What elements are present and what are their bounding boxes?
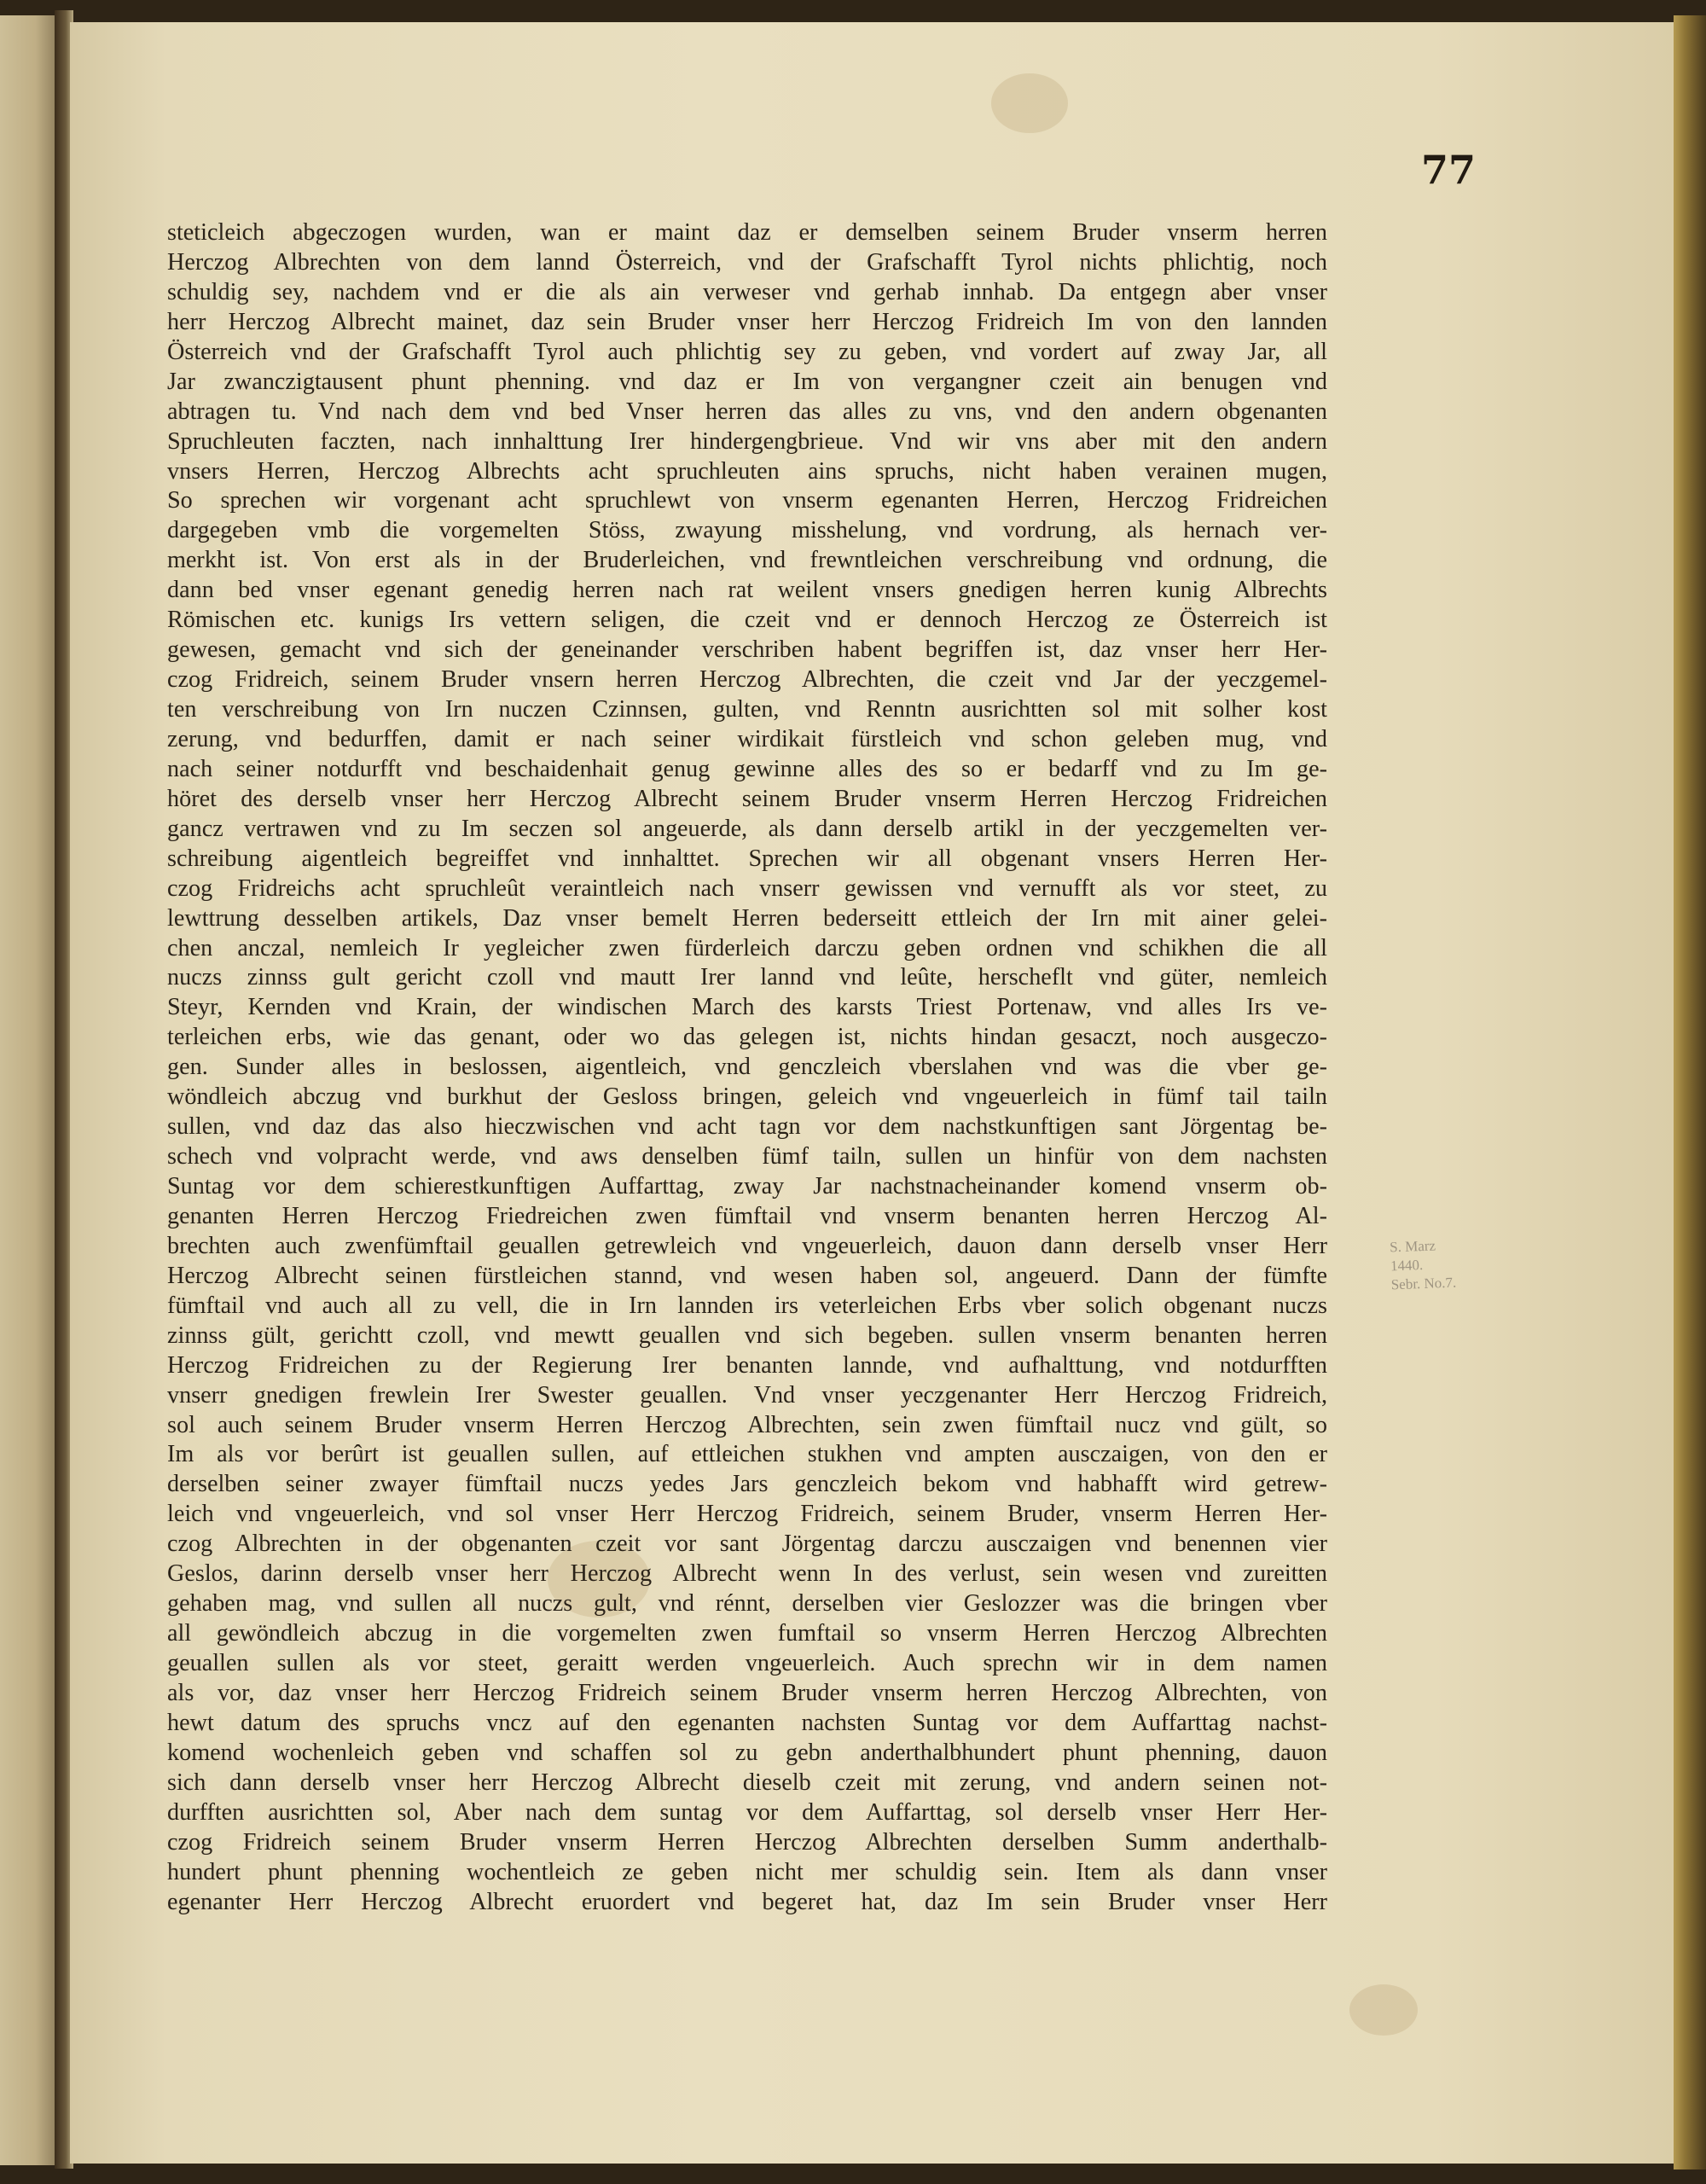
text-line: komend wochenleich geben vnd schaffen sol zu gebn anderthalbhundert phunt phenning, dauon xyxy=(167,1739,1327,1766)
text-line: schech vnd volpracht werde, vnd aws denselben fümf tailn, sullen un hinfür von dem nachsten xyxy=(167,1143,1327,1170)
text-line: all gewöndleich abczug in die vorgemelten zwen fumftail so vnserm Herren Herczog Albrechten xyxy=(167,1620,1327,1647)
text-line: Geslos, darinn derselb vnser herr Herczog Albrecht wenn In des verlust, sein wesen vnd zureitten xyxy=(167,1560,1327,1588)
text-line: merkht ist. Von erst als in der Bruderleichen, vnd frewntleichen verschreibung vnd ordnung, die xyxy=(167,547,1327,574)
text-line: nuczs zinnss gult gericht czoll vnd mautt Irer lannd vnd leûte, herscheflt vnd güter, nemleich xyxy=(167,964,1327,991)
text-line: zinnss gült, gerichtt czoll, vnd mewtt geuallen vnd sich begeben. sullen vnserm benanten herren xyxy=(167,1321,1327,1349)
faded-marginal-note xyxy=(1390,1236,1457,1295)
text-line: sich dann derselb vnser herr Herczog Albrecht dieselb czeit mit zerung, vnd andern seinen not- xyxy=(167,1769,1327,1796)
text-line: abtragen tu. Vnd nach dem vnd bed Vnser herren das alles zu vns, vnd den andern obgenanten xyxy=(167,398,1327,425)
text-line: terleichen erbs, wie das genant, oder wo das gelegen ist, nichts hindan gesaczt, noch ausgeczo- xyxy=(167,1024,1327,1051)
text-line: nach seiner notdurfft vnd beschaidenhait genug gewinne alles des so er bedarff vnd zu Im ge- xyxy=(167,755,1327,782)
text-line: Österreich vnd der Grafschafft Tyrol auch phlichtig sey zu geben, vnd vordert auf zway Jar, all xyxy=(167,338,1327,365)
text-line: vnsers Herren, Herczog Albrechts acht spruchleuten ains spruchs, nicht haben verainen mugen, xyxy=(167,457,1327,485)
body-text xyxy=(167,218,1327,1947)
text-line: leich vnd vngeuerleich, vnd sol vnser Herr Herczog Fridreich, seinem Bruder, vnserm Herren Her- xyxy=(167,1501,1327,1528)
marginal-note-line: Sebr. No.7. xyxy=(1390,1274,1457,1293)
text-line: sullen, vnd daz das also hieczwischen vnd acht tagn vor dem nachstkunftigen sant Jörgentag be- xyxy=(167,1113,1327,1141)
page-number: 77 xyxy=(1421,147,1477,193)
text-line: lewttrung desselben artikels, Daz vnser bemelt Herren bederseitt ettleich der Irn mit ainer gelei- xyxy=(167,904,1327,932)
text-line: gehaben mag, vnd sullen all nuczs gult, vnd rénnt, derselben vier Geslozzer was die bringen vber xyxy=(167,1590,1327,1618)
text-line: czog Fridreichs acht spruchleût veraintleich nach vnserr gewissen vnd vernufft als vor steet, zu xyxy=(167,874,1327,902)
text-line: Herczog Fridreichen zu der Regierung Irer benanten lannde, vnd aufhalttung, vnd notdurfften xyxy=(167,1351,1327,1379)
marginal-note-line: 1440. xyxy=(1390,1257,1424,1275)
text-line: sol auch seinem Bruder vnserm Herren Herczog Albrechten, sein zwen fümftail nucz vnd gült, so xyxy=(167,1411,1327,1438)
text-line: Suntag vor dem schierestkunftigen Auffarttag, zway Jar nachstnacheinander komend vnserm ob- xyxy=(167,1173,1327,1199)
text-line: schuldig sey, nachdem vnd er die als ain verweser vnd gerhab innhab. Da entgegn aber vnser xyxy=(167,278,1327,305)
text-line: genanten Herren Herczog Friedreichen zwen fümftail vnd vnserm benanten herren Herczog Al- xyxy=(167,1202,1327,1229)
text-line: gen. Sunder alles in beslossen, aigentleich, vnd genczleich vberslahen vnd was die vber ge- xyxy=(167,1054,1327,1081)
left-page-edge xyxy=(0,15,60,2165)
text-line: herr Herczog Albrecht mainet, daz sein Bruder vnser herr Herczog Fridreich Im von den lannden xyxy=(167,308,1327,335)
text-line: hundert phunt phenning wochentleich ze geben nicht mer schuldig sein. Item als dann vnser xyxy=(167,1858,1327,1885)
text-line: geuallen sullen als vor steet, geraitt werden vngeuerleich. Auch sprechn wir in dem namen xyxy=(167,1650,1327,1676)
text-line: zerung, vnd bedurffen, damit er nach seiner wirdikait fürstleich vnd schon geleben mug, vnd xyxy=(167,725,1327,752)
text-line: derselben seiner zwayer fümftail nuczs yedes Jars genczleich bekom vnd habhafft wird getrew- xyxy=(167,1471,1327,1498)
text-line: gewesen, gemacht vnd sich der geneinander verschriben habent begriffen ist, daz vnser herr Her- xyxy=(167,636,1327,664)
text-line: Steyr, Kernden vnd Krain, der windischen March des karsts Triest Portenaw, vnd alles Irs ve- xyxy=(167,994,1327,1021)
paper-stain xyxy=(1349,1984,1418,2036)
text-line: Spruchleuten faczten, nach innhalttung Irer hindergengbrieue. Vnd wir vns aber mit den andern xyxy=(167,427,1327,455)
text-line: brechten auch zwenfümftail geuallen getrewleich vnd vngeuerleich, dauon dann derselb vnser Herr xyxy=(167,1232,1327,1259)
text-line xyxy=(167,1917,1327,1947)
text-line: Römischen etc. kunigs Irs vettern seligen, die czeit vnd er dennoch Herczog ze Österreich ist xyxy=(167,607,1327,634)
text-line: schreibung aigentleich begreiffet vnd innhalttet. Sprechen wir all obgenant vnsers Herren Her- xyxy=(167,845,1327,872)
text-line: vnserr gnedigen frewlein Irer Swester geuallen. Vnd vnser yeczgenanter Herr Herczog Fridreich, xyxy=(167,1381,1327,1409)
page-edge-gilt xyxy=(1674,15,1706,2169)
text-line: höret des derselb vnser herr Herczog Albrecht seinem Bruder vnserm Herren Herczog Fridreichen xyxy=(167,785,1327,812)
text-line: egenanter Herr Herczog Albrecht eruordert vnd begeret hat, daz Im sein Bruder vnser Herr xyxy=(167,1888,1327,1915)
text-line: chen anczal, nemleich Ir yegleicher zwen fürderleich darczu geben ordnen vnd schikhen die all xyxy=(167,934,1327,961)
marginal-note-line: S. Marz xyxy=(1389,1237,1436,1256)
text-line: czog Albrechten in der obgenanten czeit vor sant Jörgentag darczu ausczaigen vnd benennen vier xyxy=(167,1531,1327,1558)
text-line: Herczog Albrecht seinen fürstleichen stannd, vnd wesen haben sol, angeuerd. Dann der fümfte xyxy=(167,1262,1327,1289)
text-line: Herczog Albrechten von dem lannd Österreich, vnd der Grafschafft Tyrol nichts phlichtig, noch xyxy=(167,248,1327,276)
text-line: dargegeben vmb die vorgemelten Stöss, zwayung misshelung, vnd vordrung, als hernach ver- xyxy=(167,517,1327,544)
text-line: wöndleich abczug vnd burkhut der Gesloss bringen, geleich vnd vngeuerleich in fümf tail tailn xyxy=(167,1083,1327,1111)
text-line: gancz vertrawen vnd zu Im seczen sol angeuerde, als dann derselb artikl in der yeczgemelten ver- xyxy=(167,815,1327,842)
text-line: dann bed vnser egenant genedig herren nach rat weilent vnsers gnedigen herren kunig Albrechts xyxy=(167,577,1327,604)
text-line: als vor, daz vnser herr Herczog Fridreich seinem Bruder vnserm herren Herczog Albrechten, von xyxy=(167,1679,1327,1706)
text-line: So sprechen wir vorgenant acht spruchlewt von vnserm egenanten Herren, Herczog Fridreichen xyxy=(167,487,1327,514)
text-line: czog Fridreich, seinem Bruder vnsern herren Herczog Albrechten, die czeit vnd Jar der yeczgemel- xyxy=(167,666,1327,694)
text-line: hewt datum des spruchs vncz auf den egenanten nachsten Suntag vor dem Auffarttag nachst- xyxy=(167,1709,1327,1736)
text-line: Im als vor berûrt ist geuallen sullen, auf ettleichen stukhen vnd ampten ausczaigen, von den er xyxy=(167,1441,1327,1468)
paper-stain xyxy=(991,73,1068,133)
text-line: steticleich abgeczogen wurden, wan er maint daz er demselben seinem Bruder vnserm herren xyxy=(167,219,1327,246)
text-line: fümftail vnd auch all zu vell, die in Irn lannden irs veterleichen Erbs vber solich obgenant nuczs xyxy=(167,1292,1327,1319)
text-line: durfften ausrichtten sol, Aber nach dem suntag vor dem Auffarttag, sol derselb vnser Herr Her- xyxy=(167,1798,1327,1826)
text-line: czog Fridreich seinem Bruder vnserm Herren Herczog Albrechten derselben Summ anderthalb- xyxy=(167,1828,1327,1856)
text-line: ten verschreibung von Irn nuczen Czinnsen, gulten, vnd Renntn ausrichtten sol mit solher kost xyxy=(167,696,1327,723)
text-line: Jar zwanczigtausent phunt phenning. vnd daz er Im von vergangner czeit ain benugen vnd xyxy=(167,368,1327,395)
